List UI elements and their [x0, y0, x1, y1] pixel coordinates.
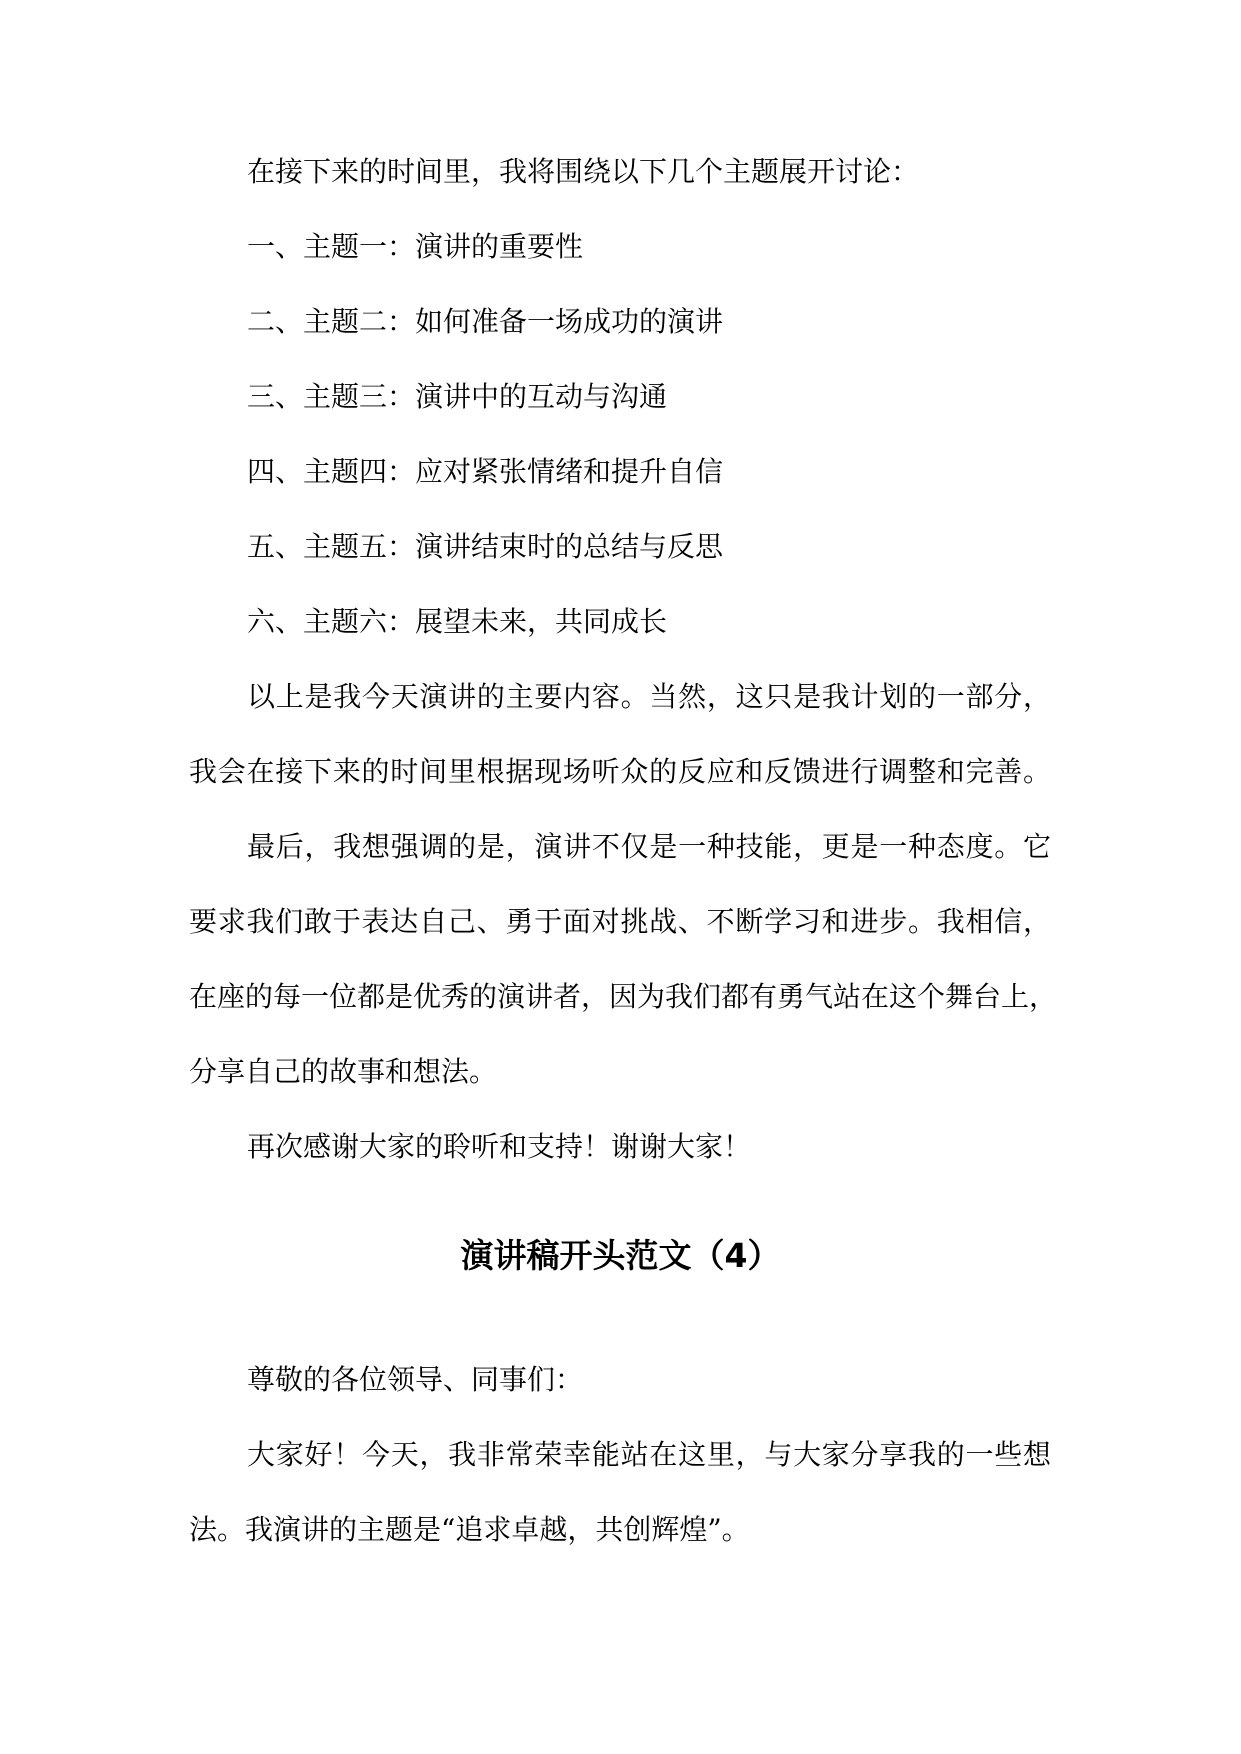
closing-line-4: 分享自己的故事和想法。 — [189, 1055, 498, 1088]
opening-line-2: 法。我演讲的主题是“追求卓越，共创辉煌”。 — [189, 1513, 750, 1546]
topic-1: 一、主题一：演讲的重要性 — [247, 230, 584, 263]
salutation: 尊敬的各位领导、同事们： — [247, 1363, 584, 1396]
topic-4: 四、主题四：应对紧张情绪和提升自信 — [247, 455, 724, 488]
section-heading: 演讲稿开头范文（4） — [460, 1236, 781, 1275]
closing-line-1: 最后，我想强调的是，演讲不仅是一种技能，更是一种态度。它 — [247, 830, 1051, 863]
thanks-paragraph: 再次感谢大家的聆听和支持！谢谢大家！ — [247, 1130, 752, 1163]
intro-paragraph: 在接下来的时间里，我将围绕以下几个主题展开讨论： — [247, 155, 920, 188]
opening-line-1: 大家好！今天，我非常荣幸能站在这里，与大家分享我的一些想 — [247, 1438, 1051, 1471]
summary-line-2: 我会在接下来的时间里根据现场听众的反应和反馈进行调整和完善。 — [189, 755, 1051, 788]
summary-line-1: 以上是我今天演讲的主要内容。当然，这只是我计划的一部分， — [247, 680, 1051, 713]
closing-line-3: 在座的每一位都是优秀的演讲者，因为我们都有勇气站在这个舞台上， — [189, 980, 1058, 1013]
topic-6: 六、主题六：展望未来，共同成长 — [247, 605, 668, 638]
topic-3: 三、主题三：演讲中的互动与沟通 — [247, 380, 668, 413]
topic-5: 五、主题五：演讲结束时的总结与反思 — [247, 530, 724, 563]
closing-line-2: 要求我们敢于表达自己、勇于面对挑战、不断学习和进步。我相信， — [189, 905, 1051, 938]
topic-2: 二、主题二：如何准备一场成功的演讲 — [247, 305, 724, 338]
